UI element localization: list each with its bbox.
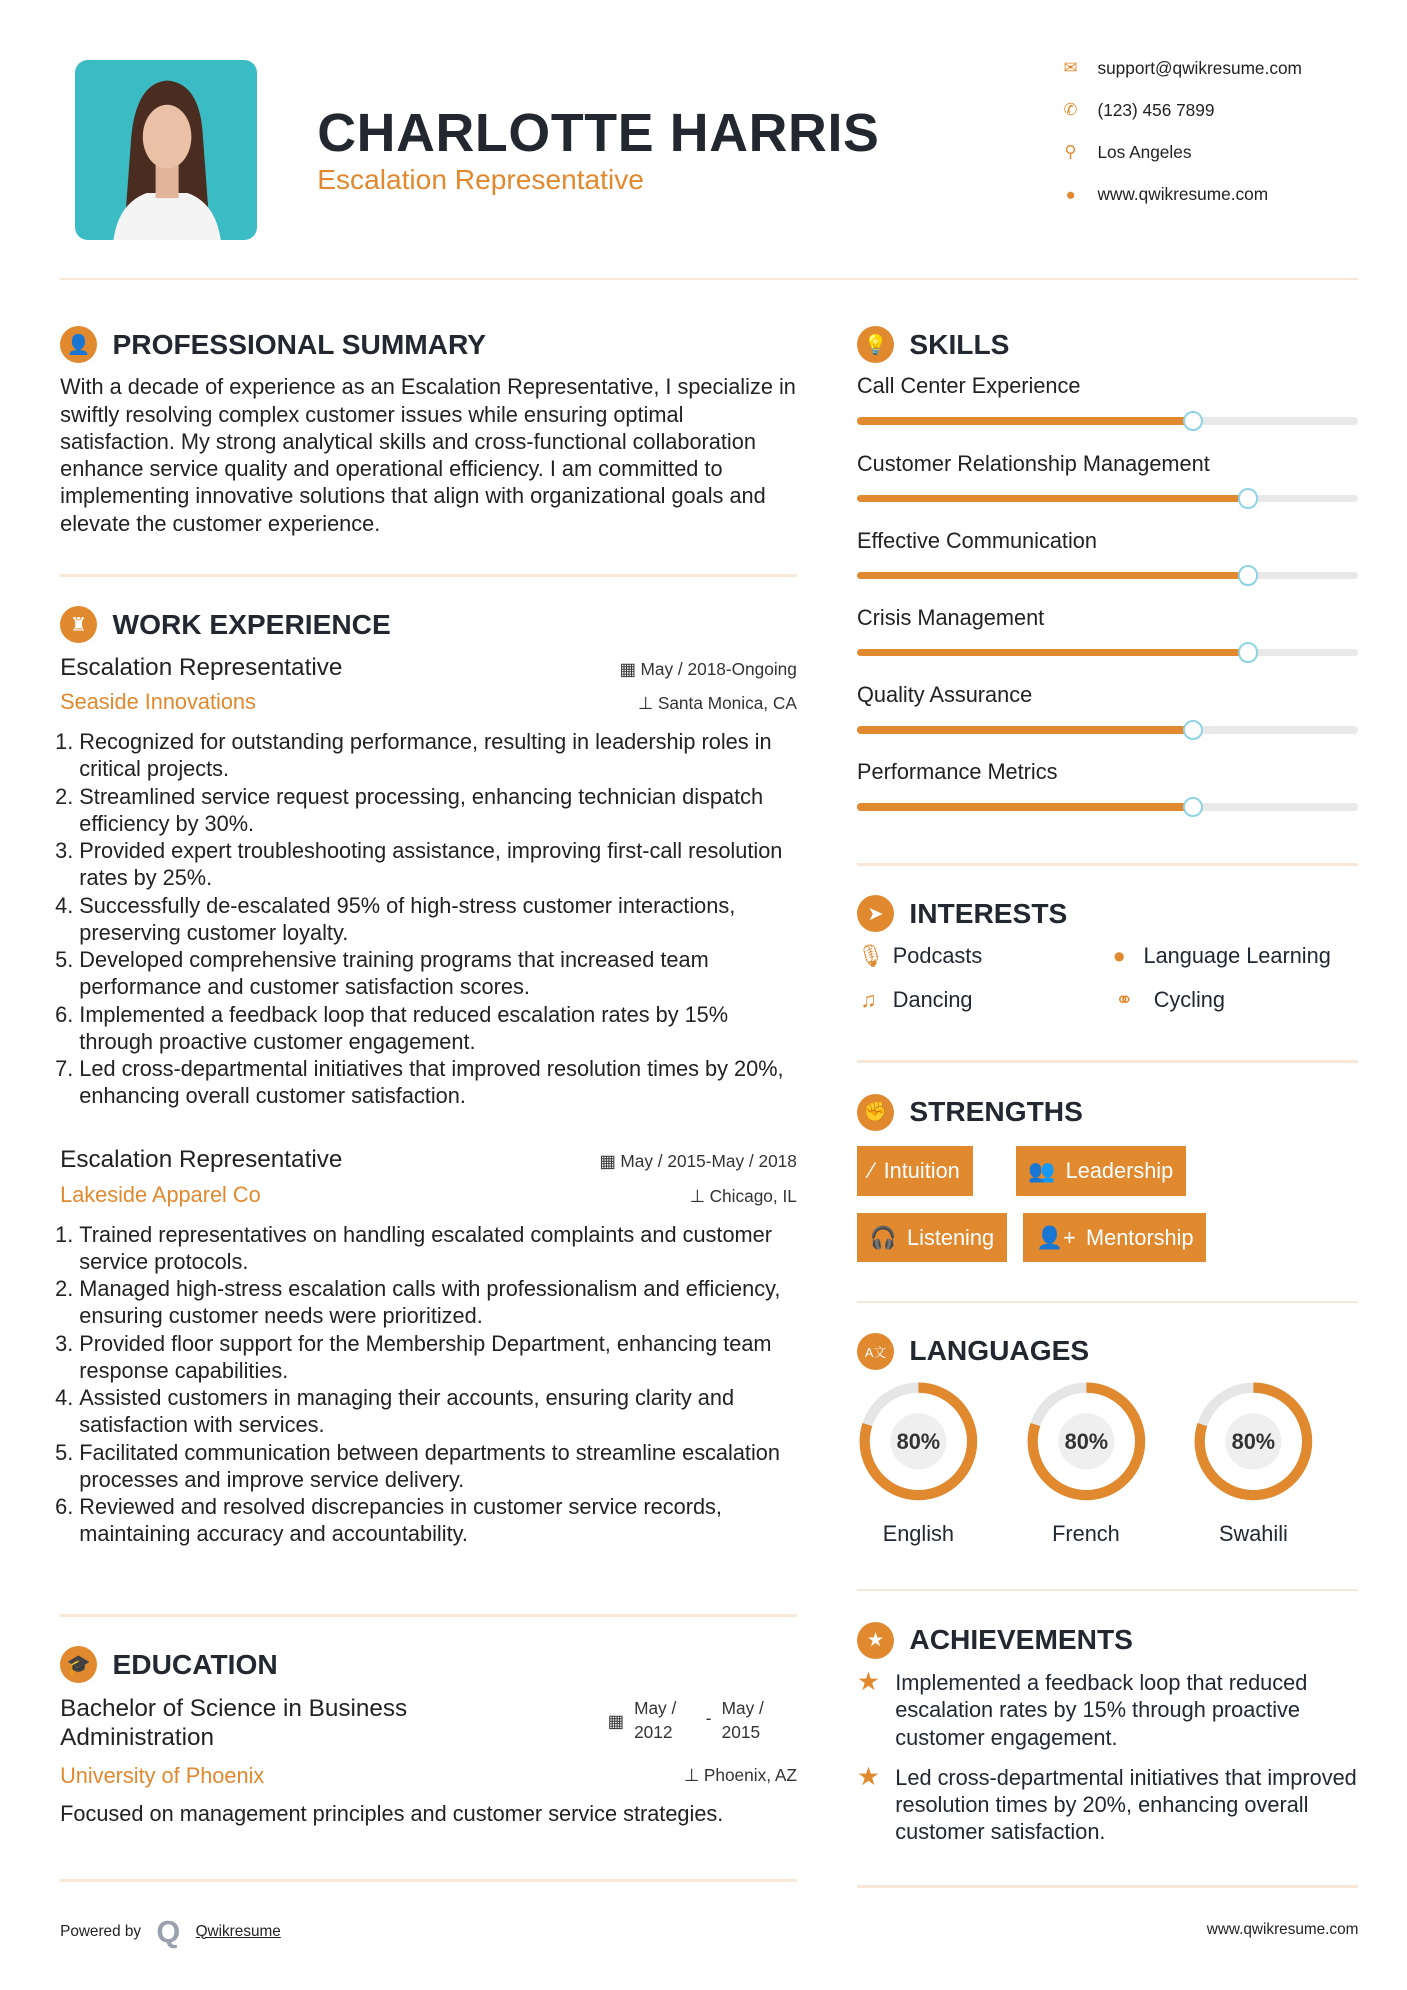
language-percent: 80% — [896, 1429, 941, 1455]
bullet: 4. Assisted customers in managing their accounts, ensuring clarity and satisfaction with services. — [79, 1384, 797, 1439]
divider — [857, 1301, 1358, 1304]
skill-name: Performance Metrics — [856, 759, 1058, 785]
job-entry — [60, 654, 797, 1110]
calendar-icon: ▦ — [599, 1151, 621, 1172]
summary-text: With a decade of experience as an Escalation Representative, I specialize in swiftly resolving complex customer issues while ensuring optimal satisfaction. My strong analytical skills and cross-functional collaboration enhance service quality and operational efficiency. I am committed to implementing innovative solutions that align with organizational goals and elevate the customer experience. — [60, 374, 796, 536]
skill-level-knob — [1183, 797, 1203, 817]
bullet: 1. Recognized for outstanding performance, resulting in leadership roles in critical projects. — [79, 728, 797, 783]
headphones-icon: 🎧 — [869, 1224, 897, 1250]
skill-item — [857, 605, 1358, 682]
contact-website[interactable] — [1062, 184, 1268, 205]
bicycle-icon: ⚭ — [1115, 987, 1134, 1013]
section-title: STRENGTHS — [909, 1096, 1083, 1128]
user-plus-icon: 👤+ — [1036, 1224, 1076, 1250]
music-note-icon: ♫ — [860, 987, 877, 1013]
work-heading — [60, 606, 391, 643]
qwikresume-logo-icon: Q — [156, 1913, 181, 1949]
strength-label: Intuition — [883, 1158, 960, 1183]
bullet: 4. Successfully de-escalated 95% of high-stress customer interactions, preserving customer loyalty. — [79, 892, 797, 947]
summary-heading — [60, 326, 486, 363]
achievement-text: Implemented a feedback loop that reduced escalation rates by 15% through proactive customer engagement. — [895, 1670, 1308, 1750]
user-icon: 👤 — [60, 326, 97, 363]
section-title: EDUCATION — [112, 1648, 278, 1680]
strength-badge — [857, 1146, 973, 1196]
microphone-icon: 🎙 — [856, 942, 885, 968]
school-location — [684, 1765, 797, 1786]
skill-bar — [857, 495, 1358, 503]
skill-bar-fill — [857, 572, 1248, 580]
candidate-name: CHARLOTTE HARRIS — [317, 103, 880, 164]
job-location — [690, 1186, 797, 1207]
job-location — [638, 693, 797, 714]
skill-level-knob — [1238, 642, 1258, 662]
contact-text: www.qwikresume.com — [1097, 184, 1269, 205]
translate-icon: A文 — [857, 1333, 894, 1370]
graduate-icon: 🎓 — [60, 1646, 97, 1683]
section-title: LANGUAGES — [909, 1335, 1090, 1367]
skill-item — [857, 373, 1358, 450]
globe-icon: ● — [1065, 184, 1076, 204]
language-ring — [1025, 1380, 1148, 1503]
fist-icon: ✊ — [857, 1094, 894, 1131]
paper-plane-icon: ➤ — [857, 895, 894, 932]
strength-badge — [1016, 1146, 1186, 1196]
achievement-item — [857, 1669, 1358, 1751]
star-icon: ★ — [856, 1762, 880, 1791]
skill-bar-fill — [857, 417, 1193, 425]
date-text: May / 2015-May / 2018 — [620, 1151, 797, 1172]
contact-phone — [1062, 100, 1215, 121]
pin-icon: ⊥ — [638, 693, 658, 714]
skill-bar-fill — [857, 495, 1248, 503]
bullet: 1. Trained representatives on handling escalated complaints and customer service protocols. — [79, 1221, 797, 1276]
job-date — [599, 1151, 797, 1172]
star-icon: ★ — [856, 1668, 880, 1697]
strength-label: Mentorship — [1086, 1224, 1194, 1250]
globe-icon: ● — [1112, 942, 1126, 968]
skill-item — [857, 682, 1358, 759]
job-date — [619, 659, 796, 680]
divider — [60, 1879, 797, 1882]
divider — [857, 1885, 1358, 1888]
date-separator: - — [705, 1708, 712, 1729]
bullet: 2. Streamlined service request processing, enhancing technician dispatch efficiency by 30%. — [79, 783, 797, 838]
bullet: 5. Facilitated communication between departments to streamline escalation processes and improve service delivery. — [79, 1439, 797, 1494]
bullet: 5. Developed comprehensive training programs that increased team performance and customer satisfaction scores. — [79, 946, 797, 1001]
interest-label: Podcasts — [892, 942, 983, 968]
interest-item — [857, 943, 982, 969]
start-date: May / 2012 — [634, 1698, 677, 1743]
bullet: 6. Implemented a feedback loop that reduced escalation rates by 15% through proactive customer engagement. — [79, 1001, 797, 1056]
languages-list — [857, 1380, 1315, 1547]
powered-by-text: Powered by — [60, 1922, 142, 1940]
strength-label: Leadership — [1065, 1158, 1174, 1183]
education-heading — [60, 1646, 278, 1683]
divider — [857, 1060, 1358, 1063]
achievement-text: Led cross-departmental initiatives that improved resolution times by 20%, enhancing overall customer satisfaction. — [895, 1764, 1357, 1845]
skill-bar — [857, 803, 1358, 811]
section-title: PROFESSIONAL SUMMARY — [112, 328, 487, 360]
contact-text: Los Angeles — [1097, 141, 1192, 162]
interest-label: Cycling — [1153, 987, 1225, 1013]
bullet: 2. Managed high-stress escalation calls with professionalism and efficiency, ensuring customer needs were prioritized. — [79, 1275, 797, 1330]
section-title: INTERESTS — [909, 897, 1068, 929]
end-date: May / 2015 — [721, 1698, 764, 1743]
company-name: Lakeside Apparel Co — [60, 1181, 261, 1207]
job-bullets — [60, 728, 797, 1110]
language-item — [857, 1380, 980, 1547]
language-percent: 80% — [1064, 1429, 1108, 1455]
language-ring — [1192, 1380, 1315, 1503]
bullet: 3. Provided expert troubleshooting assistance, improving first-call resolution rates by 25%. — [79, 837, 797, 892]
skill-bar — [857, 649, 1358, 657]
education-desc: Focused on management principles and customer service strategies. — [60, 1800, 724, 1826]
language-percent: 80% — [1231, 1429, 1276, 1455]
achievements-heading — [857, 1622, 1133, 1659]
magic-wand-icon: ⁄ — [869, 1158, 874, 1183]
chair-icon: ♜ — [60, 606, 97, 643]
strength-label: Listening — [907, 1224, 995, 1250]
languages-heading — [857, 1333, 1089, 1370]
skill-name: Call Center Experience — [856, 373, 1081, 399]
bullet: 7. Led cross-departmental initiatives that improved resolution times by 20%, enhancing overall customer satisfaction. — [79, 1055, 797, 1110]
envelope-icon: ✉ — [1063, 58, 1078, 78]
divider — [60, 1614, 797, 1617]
skills-list — [857, 373, 1358, 836]
language-ring — [857, 1380, 980, 1503]
pin-icon: ⊥ — [684, 1765, 704, 1786]
section-title: SKILLS — [909, 328, 1010, 360]
header-divider — [60, 278, 1358, 281]
language-item — [1025, 1380, 1148, 1547]
pin-icon: ⊥ — [689, 1185, 710, 1206]
bullet: 3. Provided floor support for the Membership Department, enhancing team response capabilities. — [79, 1330, 797, 1385]
contact-text: support@qwikresume.com — [1097, 57, 1302, 78]
job-title: Escalation Representative — [60, 653, 343, 681]
location-text: Phoenix, AZ — [703, 1765, 797, 1786]
divider — [857, 1589, 1358, 1592]
users-icon: 👥 — [1028, 1158, 1056, 1183]
skill-bar-fill — [857, 649, 1248, 657]
skill-bar — [857, 726, 1358, 734]
language-name: English — [882, 1520, 955, 1546]
interest-item — [857, 987, 973, 1013]
language-name: Swahili — [1219, 1520, 1288, 1546]
strength-badge — [857, 1213, 1007, 1263]
bullet: 6. Reviewed and resolved discrepancies in customer service records, maintaining accuracy and accountability. — [79, 1493, 797, 1548]
job-title: Escalation Representative — [60, 1146, 343, 1174]
degree-title: Bachelor of Science in Business Administration — [60, 1694, 408, 1751]
interest-label: Language Learning — [1143, 942, 1331, 968]
location-text: Santa Monica, CA — [657, 693, 797, 714]
skill-level-knob — [1238, 488, 1258, 508]
divider — [60, 574, 797, 577]
contact-location — [1062, 142, 1192, 163]
profile-photo — [75, 60, 257, 240]
candidate-role: Escalation Representative — [317, 163, 644, 195]
language-name: French — [1052, 1520, 1120, 1546]
interest-item — [1108, 987, 1225, 1013]
job-entry — [60, 1146, 797, 1547]
company-name: Seaside Innovations — [60, 689, 256, 715]
skill-level-knob — [1183, 411, 1203, 431]
skills-heading — [857, 326, 1009, 363]
skill-item — [857, 759, 1358, 836]
interest-item — [1108, 943, 1331, 969]
strength-badge — [1023, 1213, 1206, 1263]
phone-icon: ✆ — [1063, 100, 1078, 120]
lightbulb-icon: 💡 — [857, 326, 894, 363]
education-date — [608, 1696, 784, 1745]
achievement-item — [857, 1764, 1358, 1846]
location-text: Chicago, IL — [709, 1185, 797, 1206]
footer-url[interactable]: www.qwikresume.com — [1206, 1921, 1359, 1939]
section-title: ACHIEVEMENTS — [909, 1624, 1133, 1656]
section-title: WORK EXPERIENCE — [112, 608, 391, 640]
star-badge-icon: ★ — [857, 1622, 894, 1659]
skill-name: Effective Communication — [856, 527, 1097, 553]
language-item — [1192, 1380, 1315, 1547]
job-bullets — [60, 1221, 797, 1548]
school-name: University of Phoenix — [60, 1762, 265, 1788]
contact-email[interactable] — [1062, 58, 1302, 79]
skill-item — [857, 451, 1358, 528]
strengths-heading — [857, 1094, 1083, 1131]
skill-bar — [857, 417, 1358, 425]
skill-name: Crisis Management — [856, 604, 1045, 630]
skill-bar-fill — [857, 803, 1193, 811]
interest-label: Dancing — [892, 987, 973, 1013]
skill-level-knob — [1238, 565, 1258, 585]
date-text: May / 2018-Ongoing — [640, 658, 797, 679]
skill-bar — [857, 572, 1358, 580]
map-pin-icon: ⚲ — [1064, 142, 1077, 162]
calendar-icon: ▦ — [619, 658, 641, 679]
brand-link[interactable]: Qwikresume — [195, 1922, 281, 1940]
calendar-icon: ▦ — [607, 1710, 624, 1731]
divider — [857, 863, 1358, 866]
skill-name: Customer Relationship Management — [856, 450, 1210, 476]
contact-text: (123) 456 7899 — [1097, 99, 1215, 120]
skill-bar-fill — [857, 726, 1193, 734]
skill-name: Quality Assurance — [856, 681, 1033, 707]
skill-item — [857, 528, 1358, 605]
skill-level-knob — [1183, 720, 1203, 740]
interests-heading — [857, 895, 1067, 932]
footer-powered — [60, 1914, 281, 1950]
